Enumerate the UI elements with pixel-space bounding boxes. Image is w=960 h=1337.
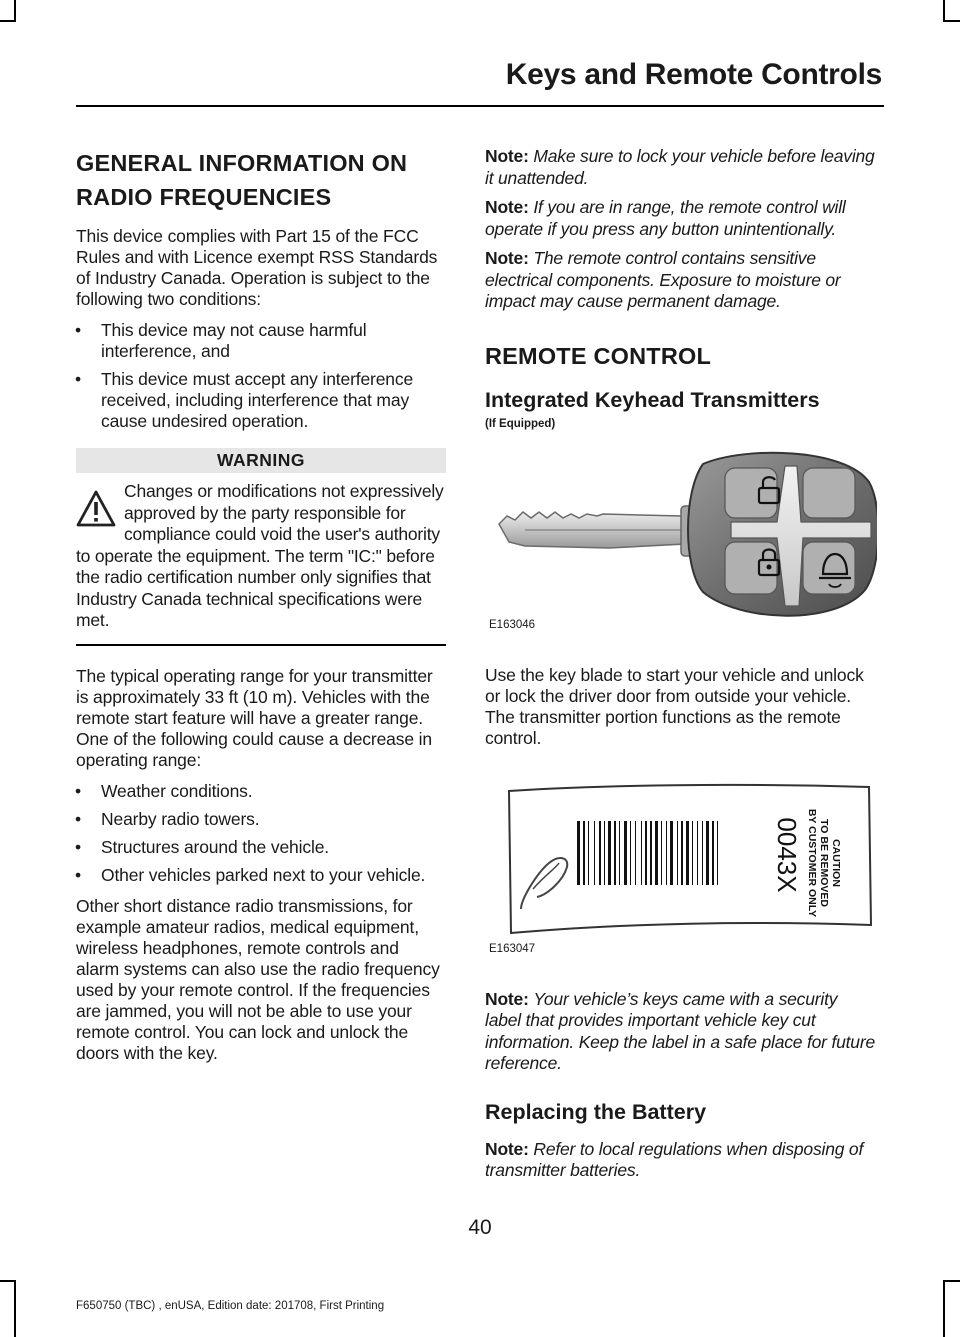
warning-divider [76,644,446,646]
label-customer-text: BY CUSTOMER ONLY [806,808,818,917]
factor-list [76,781,446,886]
crop-mark [0,1280,16,1282]
crop-mark [943,1280,945,1337]
list-item: • Other vehicles parked next to your vehicle. [75,864,426,885]
note: Note: The remote control contains sensitive electrical components. Exposure to moisture or impact may cause permanent damage. [485,248,841,311]
list-item: • Weather conditions. [75,780,253,801]
right-column [485,146,877,1182]
security-label-figure [485,771,877,969]
page-number: 40 [468,1216,492,1239]
warning-triangle-icon [76,489,116,529]
list-item: • This device may not cause harmful interference, and [75,320,367,361]
list-item: • This device must accept any interference received, including interference that may cause undesired operation. [75,369,414,431]
label-caution-text: CAUTION [830,838,842,887]
left-column [76,146,446,1064]
crop-mark [943,0,945,22]
note: Note: Refer to local regulations when disposing of transmitter batteries. [485,1138,864,1180]
heading-line: RADIO FREQUENCIES [76,184,332,210]
label-key-code: 0043X [772,816,803,893]
if-equipped-label: (If Equipped) [485,417,556,430]
crop-mark [14,1280,16,1337]
crop-mark [14,0,16,22]
keyhead-transmitter-figure [485,442,877,647]
list-item: • Structures around the vehicle. [75,836,329,857]
warning-label: WARNING [76,448,446,473]
figure-code: E163046 [489,618,536,631]
header-divider [76,105,884,107]
crop-mark [943,1280,960,1282]
note: Note: Make sure to lock your vehicle before leaving it unattended. [485,146,875,188]
key-blade-paragraph: Use the key blade to start your vehicle and unlock or lock the driver door from outside your vehicle. The transmitter portion functions as the remote control. [485,664,864,748]
note: Note: Your vehicle’s keys came with a security label that provides important vehicle key cut information. Keep the label in a safe place for future reference. [485,988,875,1073]
page-title: Keys and Remote Controls [505,58,882,91]
subsection-heading: Replacing the Battery [485,1099,707,1124]
list-item: • Nearby radio towers. [75,808,260,829]
interference-paragraph: Other short distance radio transmissions, for example amateur radios, medical equipment, wireless headphones, remote controls and alarm systems can also use the radio frequency used by your remote control. If the frequencies are jammed, you will not be able to use your remote control. You can lock and unlock the doors with the key. [76,895,440,1063]
condition-list [76,320,446,432]
warning-text: Changes or modifications not expressively approved by the party responsible for compliance could void the user's authority to operate the equipment. The term "IC:" before the radio certification number only signifies that Industry Canada technical specifications were met. [76,481,444,630]
key-illustration [485,442,877,622]
footer-edition-info: F650750 (TBC) , enUSA, Edition date: 201708, First Printing [76,1300,385,1312]
crop-mark [0,20,16,22]
subsection-heading: Integrated Keyhead Transmitters [485,387,820,412]
warning-box [76,448,446,646]
figure-code: E163047 [489,942,536,955]
heading-line: GENERAL INFORMATION ON [76,150,408,176]
range-paragraph: The typical operating range for your transmitter is approximately 33 ft (10 m). Vehicles with the remote start feature will have a greater range. One of the following could cause a decrease in operating range: [76,665,433,770]
crop-mark [943,20,960,22]
label-removal-text: TO BE REMOVED [818,818,830,907]
note: Note: If you are in range, the remote control will operate if you press any button unintentionally. [485,197,846,239]
intro-paragraph: This device complies with Part 15 of the FCC Rules and with Licence exempt RSS Standards of Industry Canada. Operation is subject to the following two conditions: [76,226,438,309]
security-label-illustration [485,771,877,943]
section-heading: REMOTE CONTROL [485,342,712,369]
section-heading [76,146,446,214]
